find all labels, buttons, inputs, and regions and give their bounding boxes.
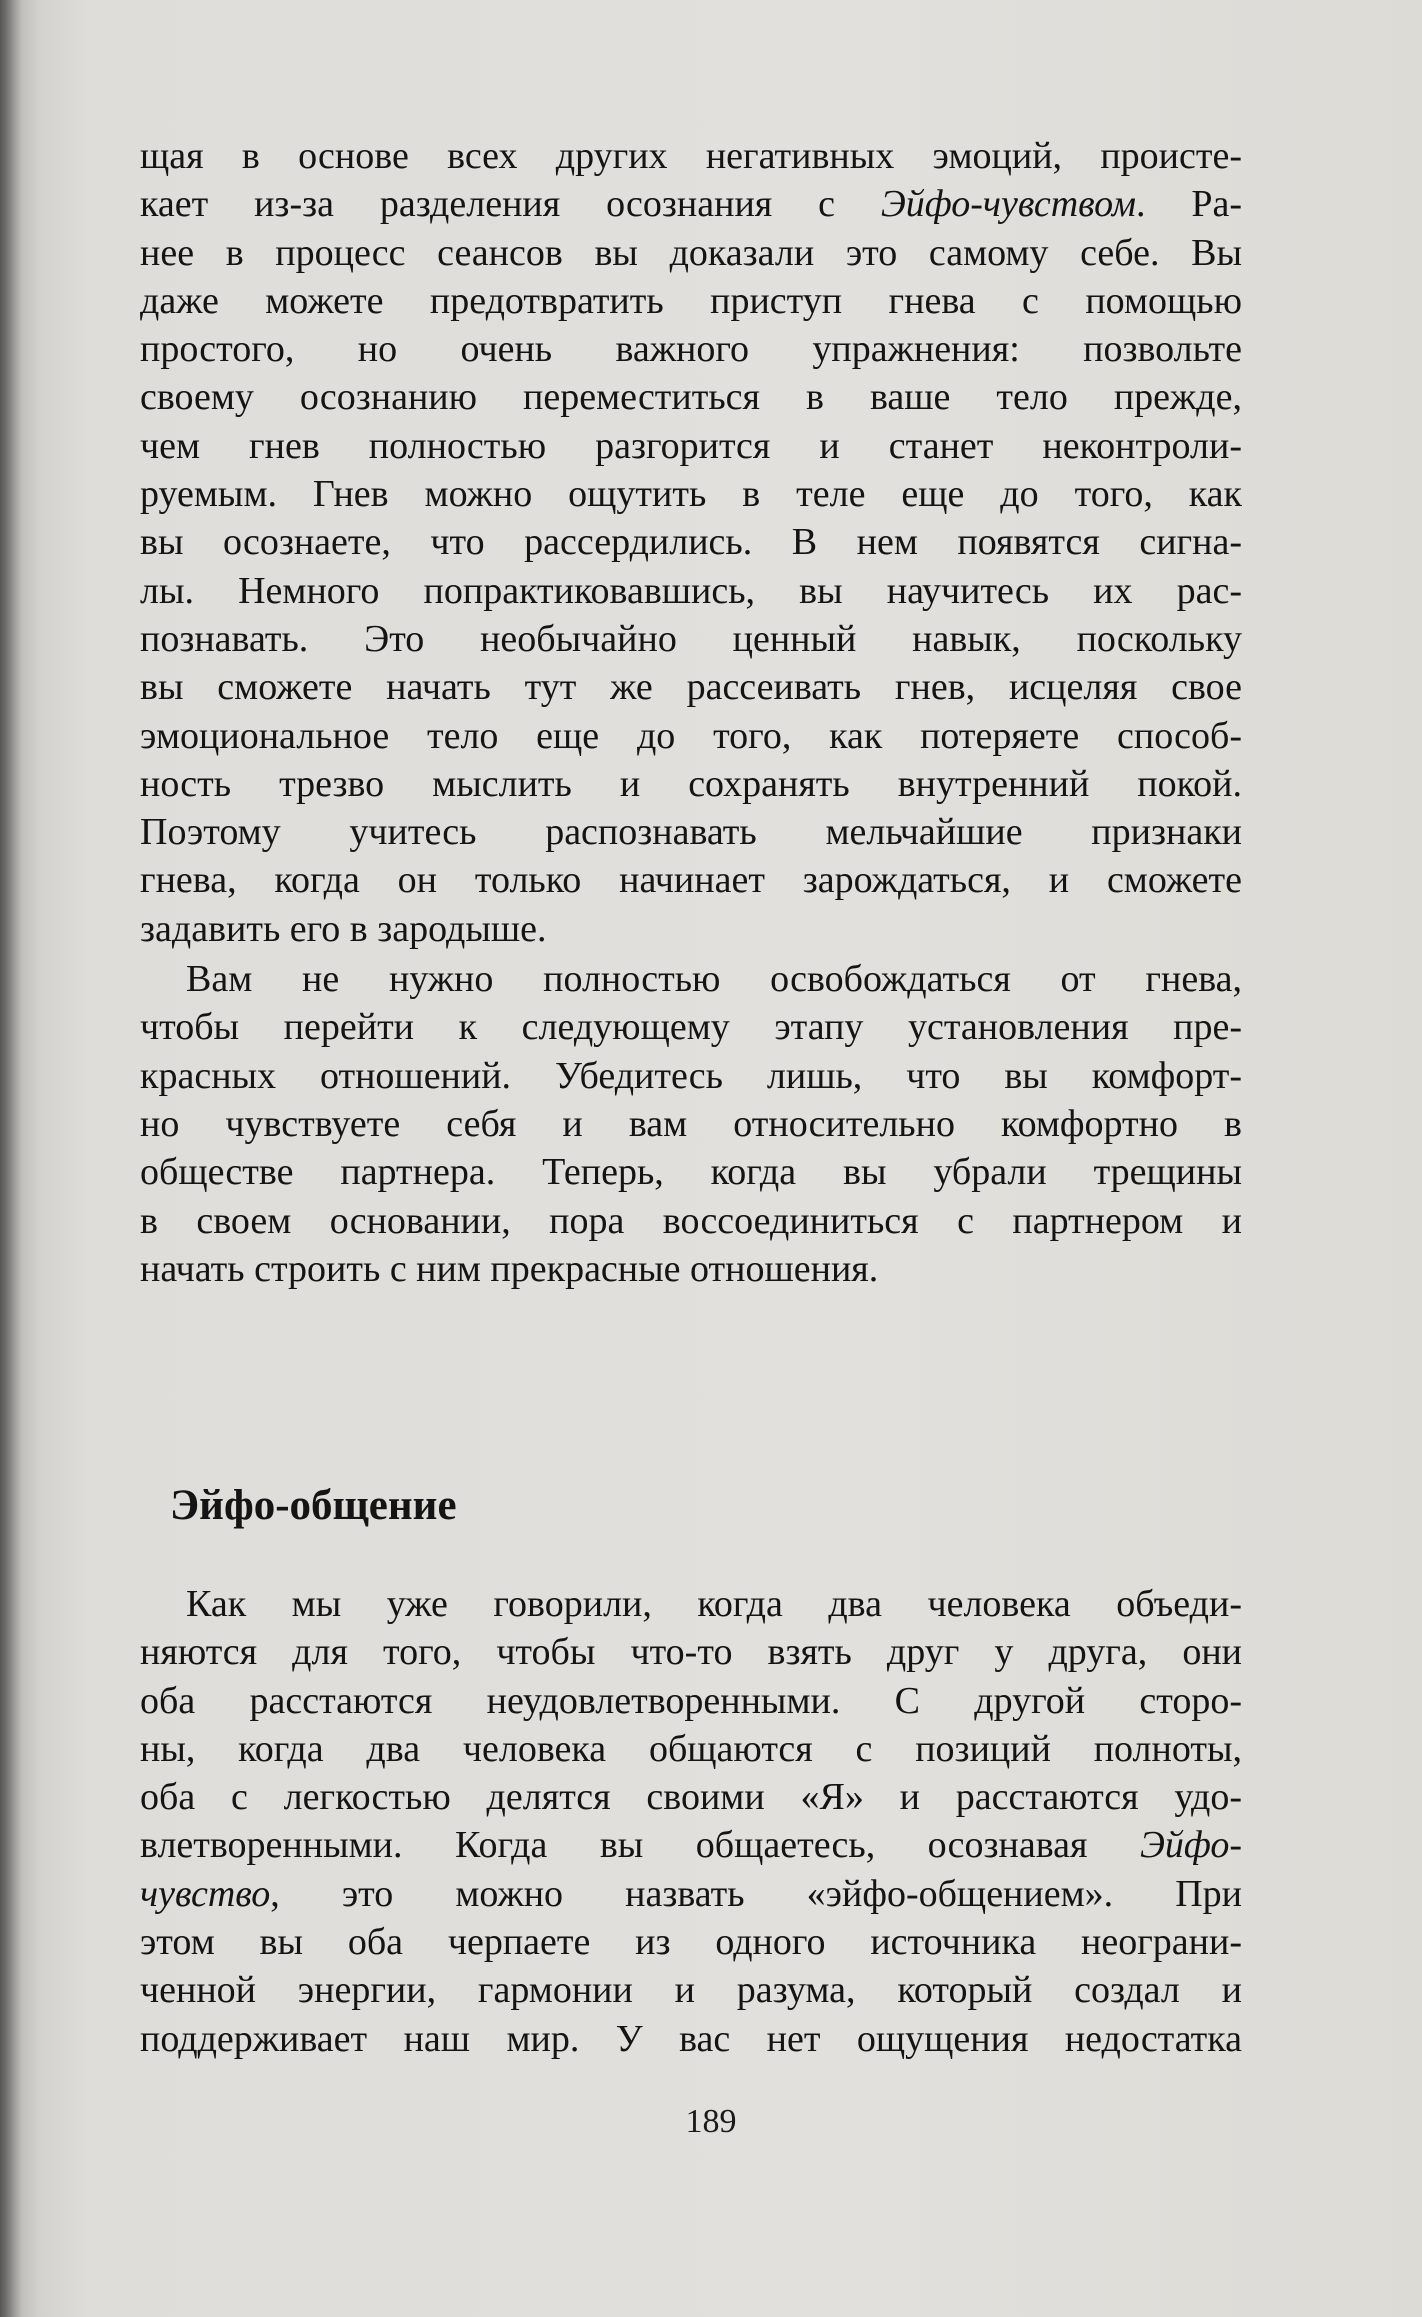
text-line bbox=[140, 1245, 1242, 1293]
text-line bbox=[140, 1148, 1242, 1196]
italic-text: Эйфо-чувством bbox=[880, 183, 1136, 226]
text-line bbox=[140, 712, 1242, 760]
text-line bbox=[140, 663, 1242, 711]
text-segment: ность трезво мыслить и сохранять внутренний покой. bbox=[140, 762, 1242, 805]
text-segment: но чувствуете себя и вам относительно комфортно в bbox=[140, 1102, 1242, 1145]
text-segment: Вам не нужно полностью освобождаться от гнева, bbox=[186, 958, 1242, 1001]
paragraph-1 bbox=[140, 132, 1242, 953]
text-segment: ченной энергии, гармонии и разума, который создал и bbox=[140, 1969, 1242, 2012]
text-segment: Поэтому учитесь распознавать мельчайшие признаки bbox=[140, 811, 1242, 854]
text-segment: этом вы оба черпаете из одного источника неограни- bbox=[140, 1921, 1242, 1964]
text-segment: простого, но очень важного упражнения: позвольте bbox=[140, 328, 1242, 371]
text-segment: познавать. Это необычайно ценный навык, поскольку bbox=[140, 617, 1242, 660]
text-line bbox=[140, 518, 1242, 566]
page-number: 189 bbox=[685, 2103, 737, 2140]
text-segment: кает из-за разделения осознания с bbox=[140, 183, 881, 226]
text-line bbox=[140, 1966, 1242, 2014]
text-line bbox=[140, 470, 1242, 518]
text-segment: оба с легкостью делятся своими «Я» и расстаются удо- bbox=[140, 1776, 1242, 1819]
spine-shadow bbox=[0, 0, 22, 2317]
text-segment: задавить его в зародыше. bbox=[140, 907, 547, 950]
text-segment: начать строить с ним прекрасные отношения. bbox=[140, 1247, 879, 1290]
text-line bbox=[140, 180, 1242, 228]
text-line bbox=[140, 422, 1242, 470]
text-segment: няются для того, чтобы что-то взять друг у друга, они bbox=[140, 1631, 1242, 1674]
text-line bbox=[140, 1677, 1242, 1725]
text-line bbox=[140, 615, 1242, 663]
text-line bbox=[140, 567, 1242, 615]
paragraph-3 bbox=[140, 1580, 1242, 2063]
text-segment: эмоциональное тело еще до того, как потеряете способ- bbox=[140, 714, 1242, 757]
text-segment: даже можете предотвратить приступ гнева с помощью bbox=[140, 279, 1242, 322]
text-segment: , это можно назвать «эйфо-общением». При bbox=[270, 1872, 1242, 1915]
body-text-top bbox=[140, 132, 1242, 1293]
text-segment: оба расстаются неудовлетворенными. С другой сторо- bbox=[140, 1679, 1242, 1722]
section-heading: Эйфо-общение bbox=[170, 1482, 457, 1529]
italic-text: чувство bbox=[140, 1872, 271, 1915]
text-segment: . Ра- bbox=[1135, 183, 1243, 226]
paragraph-2 bbox=[140, 955, 1242, 1293]
text-line bbox=[140, 760, 1242, 808]
text-segment: своему осознанию переместиться в ваше тело прежде, bbox=[140, 376, 1242, 419]
text-line bbox=[140, 1821, 1242, 1869]
text-segment: лы. Немного попрактиковавшись, вы научитесь их рас- bbox=[140, 569, 1242, 612]
text-line bbox=[140, 1003, 1242, 1051]
text-segment: красных отношений. Убедитесь лишь, что вы комфорт- bbox=[140, 1054, 1242, 1097]
text-line bbox=[140, 1197, 1242, 1245]
text-line bbox=[140, 1870, 1242, 1918]
italic-text: Эйфо- bbox=[1139, 1824, 1242, 1867]
text-line bbox=[140, 229, 1242, 277]
text-line bbox=[140, 1100, 1242, 1148]
text-line bbox=[140, 2015, 1242, 2063]
text-segment: поддерживает наш мир. У вас нет ощущения недостатка bbox=[140, 2017, 1242, 2060]
text-line bbox=[140, 1773, 1242, 1821]
text-line bbox=[140, 1918, 1242, 1966]
text-line bbox=[140, 856, 1242, 904]
text-line bbox=[140, 1052, 1242, 1100]
text-line bbox=[140, 132, 1242, 180]
text-line bbox=[140, 955, 1242, 1003]
text-segment: руемым. Гнев можно ощутить в теле еще до того, как bbox=[140, 473, 1242, 516]
text-line bbox=[140, 1580, 1242, 1628]
text-segment: нее в процесс сеансов вы доказали это самому себе. Вы bbox=[140, 231, 1242, 274]
text-line bbox=[140, 277, 1242, 325]
text-segment: Как мы уже говорили, когда два человека объеди- bbox=[186, 1583, 1242, 1625]
text-segment: вы осознаете, что рассердились. В нем появятся сигна- bbox=[140, 521, 1242, 564]
text-segment: вы сможете начать тут же рассеивать гнев, исцеляя свое bbox=[140, 666, 1242, 709]
text-segment: чтобы перейти к следующему этапу установления пре- bbox=[140, 1006, 1242, 1049]
text-segment: влетворенными. Когда вы общаетесь, осознавая bbox=[140, 1824, 1140, 1867]
text-segment: в своем основании, пора воссоединиться с партнером и bbox=[140, 1199, 1242, 1242]
body-text-bottom bbox=[140, 1580, 1242, 2063]
text-segment: ны, когда два человека общаются с позиций полноты, bbox=[140, 1727, 1242, 1770]
text-segment: чем гнев полностью разгорится и станет неконтроли- bbox=[140, 424, 1242, 467]
text-segment: гнева, когда он только начинает зарождаться, и сможете bbox=[140, 859, 1242, 902]
text-segment: обществе партнера. Теперь, когда вы убрали трещины bbox=[140, 1151, 1242, 1194]
text-line bbox=[140, 1628, 1242, 1676]
text-line bbox=[140, 905, 1242, 953]
text-line bbox=[140, 373, 1242, 421]
text-line bbox=[140, 325, 1242, 373]
text-line bbox=[140, 1725, 1242, 1773]
text-line bbox=[140, 808, 1242, 856]
text-segment: щая в основе всех других негативных эмоций, происте- bbox=[140, 135, 1242, 177]
